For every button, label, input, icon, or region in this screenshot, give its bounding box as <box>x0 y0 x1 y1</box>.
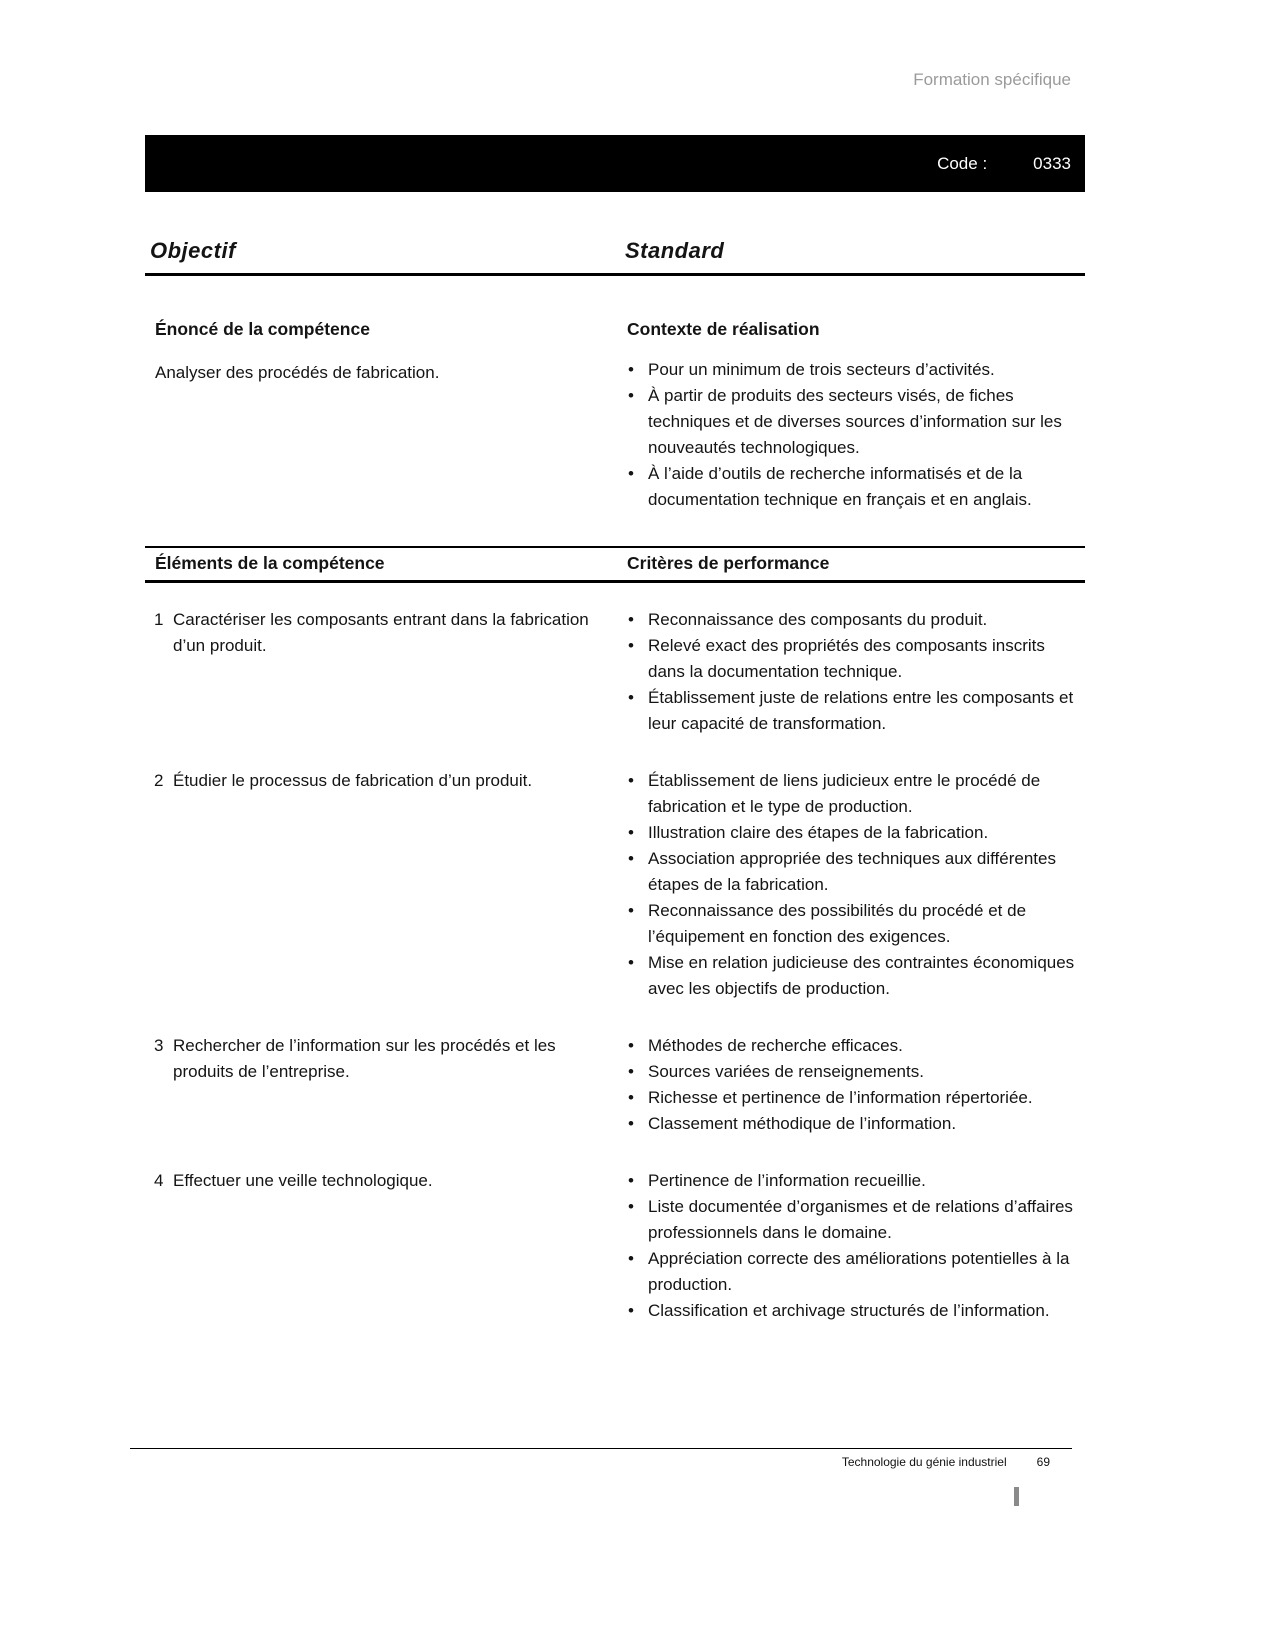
criteria-block <box>625 607 1085 737</box>
element-text: Rechercher de l’information sur les procédés et les produits de l’entreprise. <box>173 1036 556 1081</box>
table-rows <box>145 607 1085 1324</box>
competence-section <box>145 319 1085 513</box>
enonce-heading: Énoncé de la compétence <box>155 319 370 339</box>
footer-line <box>130 1449 1072 1469</box>
table-row <box>145 768 1085 1002</box>
element-number: 3 <box>154 1036 164 1055</box>
contexte-bullet: • À partir de produits des secteurs visés, de fiches techniques et de diverses sources d’information sur les nouveautés technologiques. <box>627 383 1085 461</box>
criteria-list <box>627 1168 1085 1324</box>
page-number: 69 <box>1036 1455 1050 1469</box>
table-row <box>145 1033 1085 1137</box>
table-header-band <box>145 546 1085 583</box>
table-row <box>145 607 1085 737</box>
element-text: Caractériser les composants entrant dans la fabrication d’un produit. <box>173 610 589 655</box>
criteria-list <box>627 607 1085 737</box>
element-item <box>145 1168 625 1324</box>
criteria-item: • Richesse et pertinence de l’information répertoriée. <box>627 1085 1085 1111</box>
criteria-item: • Sources variées de renseignements. <box>627 1059 1085 1085</box>
criteria-item: • Appréciation correcte des améliorations potentielles à la production. <box>627 1246 1085 1298</box>
criteria-item: • Reconnaissance des possibilités du procédé et de l’équipement en fonction des exigences. <box>627 898 1085 950</box>
page-footer <box>130 1448 1072 1469</box>
criteria-list <box>627 768 1085 1002</box>
element-number: 4 <box>154 1171 164 1190</box>
criteria-item: • Méthodes de recherche efficaces. <box>627 1033 1085 1059</box>
objectif-heading: Objectif <box>150 238 236 263</box>
headings-divider <box>145 273 1085 276</box>
criteria-item: • Classement méthodique de l’information. <box>627 1111 1085 1137</box>
section-label: Formation spécifique <box>913 70 1071 89</box>
element-text: Effectuer une veille technologique. <box>173 1171 433 1190</box>
element-item <box>145 1033 625 1137</box>
criteria-block <box>625 1168 1085 1324</box>
code-bar <box>145 135 1085 192</box>
footer-label: Technologie du génie industriel <box>841 1455 1007 1469</box>
criteria-block <box>625 768 1085 1002</box>
contexte-heading: Contexte de réalisation <box>627 319 820 339</box>
corner-mark <box>1014 1487 1019 1506</box>
element-item <box>145 607 625 737</box>
criteria-item: • Établissement de liens judicieux entre le procédé de fabrication et le type de production. <box>627 768 1085 820</box>
element-number: 1 <box>154 610 164 629</box>
standard-heading: Standard <box>625 238 725 263</box>
criteria-item: • Liste documentée d’organismes et de relations d’affaires professionnels dans le domaine. <box>627 1194 1085 1246</box>
column-headings <box>145 238 1085 264</box>
criteria-item: • Reconnaissance des composants du produit. <box>627 607 1085 633</box>
criteria-item: • Mise en relation judicieuse des contraintes économiques avec les objectifs de production. <box>627 950 1085 1002</box>
enonce-text: Analyser des procédés de fabrication. <box>155 363 440 382</box>
contexte-bullet: • Pour un minimum de trois secteurs d’activités. <box>627 357 1085 383</box>
criteria-item: • Établissement juste de relations entre les composants et leur capacité de transformation. <box>627 685 1085 737</box>
criteria-block <box>625 1033 1085 1137</box>
criteria-item: • Classification et archivage structurés de l’information. <box>627 1298 1085 1324</box>
criteria-item: • Association appropriée des techniques aux différentes étapes de la fabrication. <box>627 846 1085 898</box>
criteria-item: • Pertinence de l’information recueillie. <box>627 1168 1085 1194</box>
criteres-heading: Critères de performance <box>627 553 830 573</box>
contexte-bullet-list <box>627 357 1085 513</box>
table-row <box>145 1168 1085 1324</box>
enonce-block <box>145 319 625 513</box>
element-number: 2 <box>154 771 164 790</box>
contexte-block <box>625 319 1085 513</box>
element-item <box>145 768 625 1002</box>
code-value: 0333 <box>1033 153 1071 173</box>
criteria-item: • Relevé exact des propriétés des composants inscrits dans la documentation technique. <box>627 633 1085 685</box>
page-content <box>145 0 1085 1355</box>
criteria-list <box>627 1033 1085 1137</box>
code-label: Code : <box>937 153 988 173</box>
contexte-bullet: • À l’aide d’outils de recherche informatisés et de la documentation technique en français et en anglais. <box>627 461 1085 513</box>
elements-heading: Éléments de la compétence <box>155 553 385 573</box>
criteria-item: • Illustration claire des étapes de la fabrication. <box>627 820 1085 846</box>
element-text: Étudier le processus de fabrication d’un produit. <box>173 771 533 790</box>
